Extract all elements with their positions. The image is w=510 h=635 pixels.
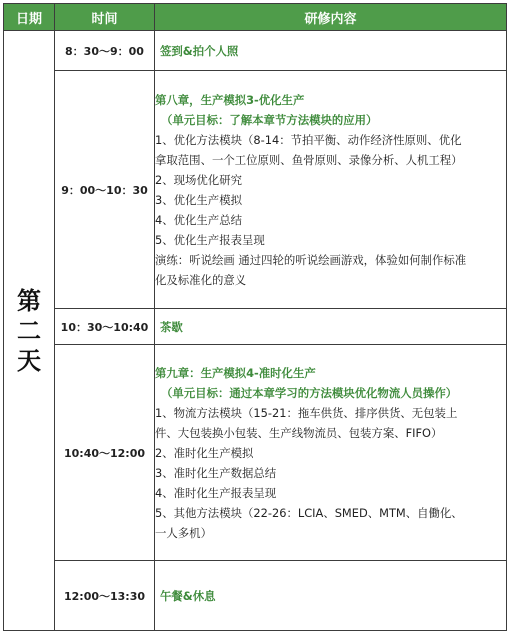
- list-item: 一人多机）: [155, 525, 212, 540]
- list-item: 件、大包装换小包装、生产线物流员、包装方案、FIFO）: [155, 425, 443, 440]
- time-cell: 10：30～10:40: [55, 309, 155, 345]
- list-item: 4、优化生产总结: [155, 212, 242, 227]
- content-cell: [155, 31, 507, 71]
- list-item: 5、其他方法模块（22-26：LCIA、SMED、MTM、自働化、: [155, 505, 463, 520]
- row-title: 签到&拍个人照: [160, 43, 239, 58]
- table-row: [4, 345, 507, 561]
- day-char: 第: [17, 286, 41, 315]
- day-cell: [4, 31, 55, 631]
- header-row: [4, 4, 507, 31]
- list-item: 1、物流方法模块（15-21：拖车供货、排序供货、无包装上: [155, 405, 458, 420]
- header-time: 时间: [55, 4, 155, 31]
- table-row: [4, 31, 507, 71]
- row-title: 第九章：生产模拟4-准时化生产: [155, 365, 316, 380]
- table-row: [4, 309, 507, 345]
- list-item: 4、准时化生产报表呈现: [155, 485, 277, 500]
- time-cell: 9：00～10：30: [55, 71, 155, 309]
- list-item: 3、准时化生产数据总结: [155, 465, 277, 480]
- content-cell: [155, 561, 507, 631]
- list-item: 演练：听说绘画 通过四轮的听说绘画游戏，体验如何制作标准: [155, 252, 467, 267]
- list-item: 5、优化生产报表呈现: [155, 232, 265, 247]
- content-cell: [155, 345, 507, 561]
- list-item: 拿取范围、一个工位原则、鱼骨原则、录像分析、人机工程）: [155, 152, 463, 167]
- day-char: 天: [17, 346, 41, 375]
- day-char: 二: [17, 316, 41, 345]
- header-day: 日期: [4, 4, 55, 31]
- list-item: 化及标准化的意义: [155, 272, 247, 287]
- row-title: 茶歇: [160, 319, 183, 334]
- list-item: 2、现场优化研究: [155, 172, 242, 187]
- content-cell: [155, 71, 507, 309]
- time-cell: 8：30～9：00: [55, 31, 155, 71]
- time-cell: 12:00～13:30: [55, 561, 155, 631]
- list-item: 1、优化方法模块（8-14：节拍平衡、动作经济性原则、优化: [155, 132, 462, 147]
- list-item: 2、准时化生产模拟: [155, 445, 254, 460]
- header-content: 研修内容: [155, 4, 507, 31]
- row-goal: （单元目标：了解本章节方法模块的应用）: [161, 112, 378, 127]
- time-cell: 10:40～12:00: [55, 345, 155, 561]
- table-row: [4, 561, 507, 631]
- row-goal: （单元目标：通过本章学习的方法模块优化物流人员操作）: [161, 385, 458, 400]
- row-title: 午餐&休息: [160, 588, 216, 603]
- schedule-table: [3, 3, 507, 631]
- row-title: 第八章，生产模拟3-优化生产: [155, 92, 305, 107]
- list-item: 3、优化生产模拟: [155, 192, 242, 207]
- table-row: [4, 71, 507, 309]
- content-cell: [155, 309, 507, 345]
